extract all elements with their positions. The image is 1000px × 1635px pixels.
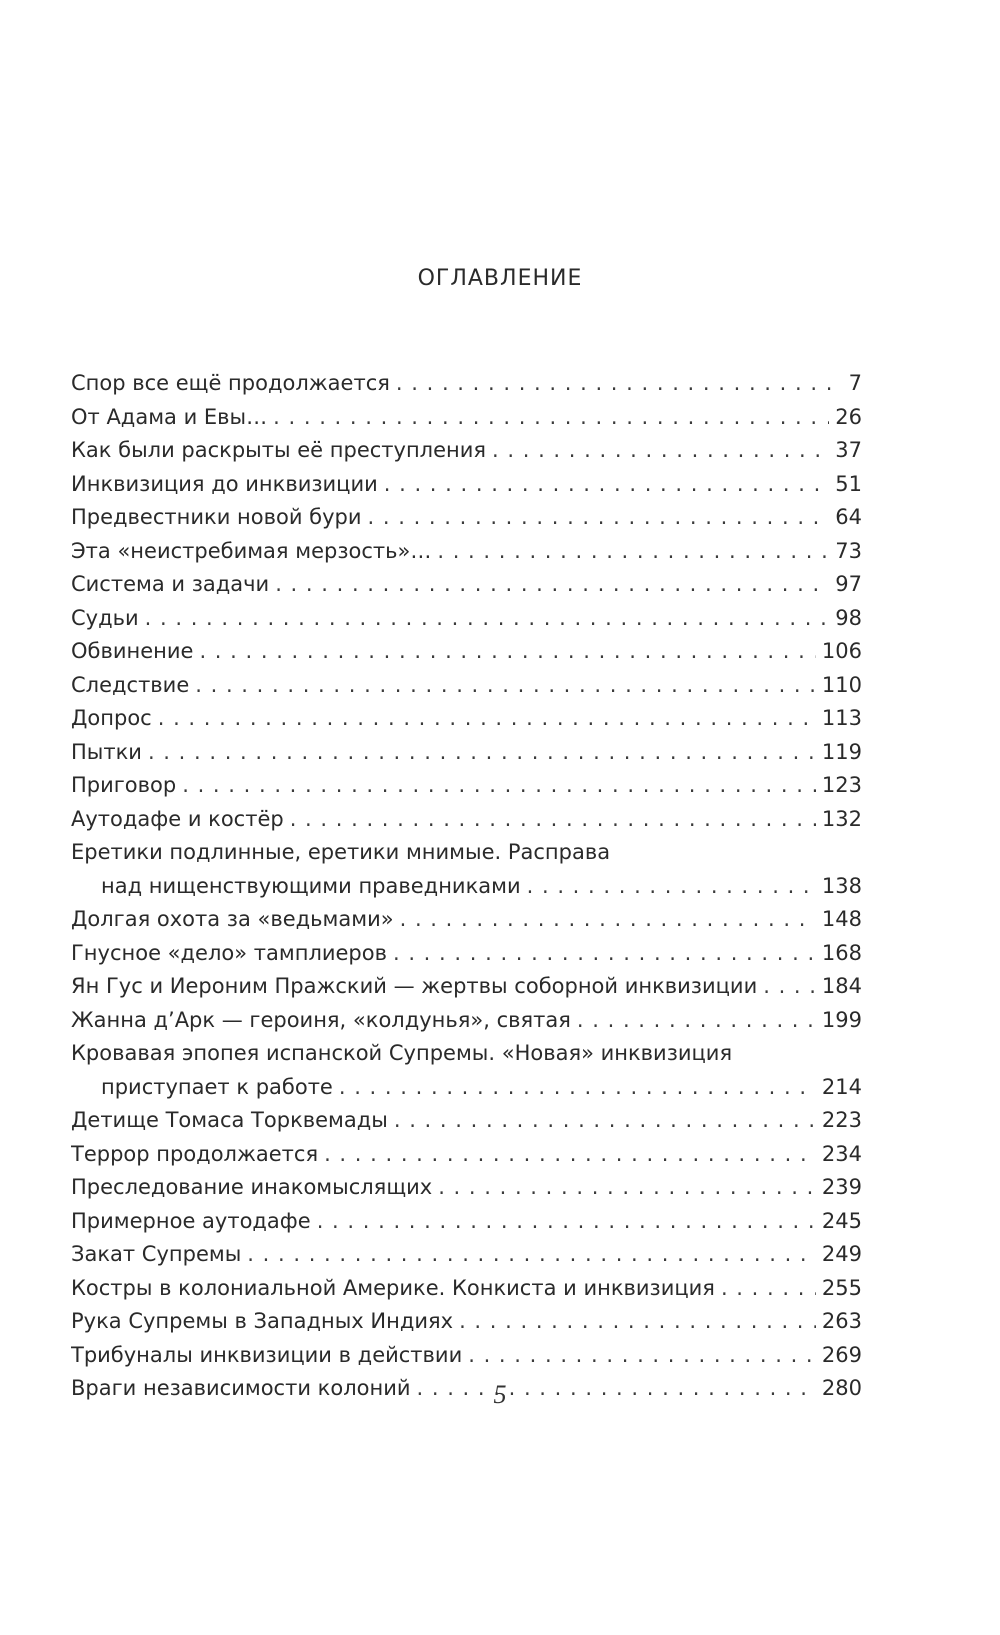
toc-entry-title: Гнусное «дело» тамплиеров [71,940,387,965]
toc-leader-dots [393,937,816,971]
toc-entry-title: Враги независимости колоний [71,1376,411,1400]
toc-entry-title: Допрос [71,706,152,730]
toc-entry-title: Еретики подлинные, еретики мнимые. Расправа [71,840,611,864]
toc-entry-page: 138 [821,873,862,898]
toc-leader-dots [396,367,843,401]
toc-leader-dots [148,736,816,770]
toc-entry-title: Эта «неистребимая мерзость»… [71,538,432,563]
toc-heading: ОГЛАВЛЕНИЕ [417,266,583,291]
toc-entry-title: Инквизиция до инквизиции [71,471,378,496]
toc-leader-dots [577,1004,816,1038]
toc-entry-page: 234 [821,1141,862,1166]
toc-leader-dots [384,468,830,502]
toc-leader-dots [275,568,829,602]
toc-entry-page: 37 [835,438,862,462]
toc-list [71,367,862,1406]
toc-entry-title: Преследование инакомыслящих [71,1175,433,1199]
toc-entry-page: 51 [835,471,862,496]
toc-entry [71,1339,862,1373]
toc-entry-page: 73 [835,538,862,563]
toc-entry-title: Судьи [71,605,139,630]
toc-entry-title: Приговор [71,773,177,797]
toc-entry-page: 263 [821,1309,862,1333]
toc-entry [71,501,862,535]
toc-leader-dots [438,1171,816,1205]
toc-entry-page: 184 [821,974,862,998]
toc-entry [71,803,862,837]
toc-entry [71,736,862,770]
toc-entry-title: Детище Томаса Торквемады [71,1108,388,1132]
toc-leader-dots [195,669,816,703]
toc-entry-page: 239 [821,1175,862,1199]
toc-entry [71,903,862,937]
toc-entry [71,1138,862,1172]
toc-entry [71,836,862,870]
toc-entry [71,635,862,669]
toc-entry-title: Обвинение [71,639,194,663]
toc-entry-title: Предвестники новой бури [71,505,362,529]
toc-entry [71,1004,862,1038]
toc-entry-page: 110 [821,672,862,697]
toc-entry [71,669,862,703]
toc-entry [71,937,862,971]
toc-entry [71,434,862,468]
toc-entry-title: Пытки [71,739,142,764]
toc-entry-title: Долгая охота за «ведьмами» [71,907,394,931]
toc-entry-page: 168 [821,940,862,965]
toc-entry-page: 223 [821,1108,862,1132]
toc-entry-page: 97 [835,572,862,596]
toc-leader-dots [492,434,829,468]
toc-entry-page: 26 [835,404,862,429]
toc-leader-dots [763,970,816,1004]
toc-entry [71,1305,862,1339]
toc-leader-dots [400,903,816,937]
toc-entry-title: Как были раскрыты её преступления [71,438,487,462]
toc-entry-title: приступает к работе [101,1074,333,1099]
toc-entry-title: Рука Супремы в Западных Индиях [71,1309,454,1333]
toc-leader-dots [459,1305,816,1339]
toc-leader-dots [145,602,830,636]
toc-leader-dots [339,1071,816,1105]
toc-entry [71,870,862,904]
toc-entry-page: 113 [821,706,862,730]
toc-leader-dots [721,1272,816,1306]
toc-leader-dots [158,702,816,736]
toc-entry [71,1238,862,1272]
toc-entry-title: Система и задачи [71,572,270,596]
toc-entry-page: 64 [835,505,862,529]
toc-leader-dots [437,535,829,569]
toc-entry-title: Террор продолжается [71,1141,319,1166]
toc-entry-page: 199 [821,1007,862,1032]
toc-entry-page: 119 [821,739,862,764]
toc-entry-page: 106 [821,639,862,663]
toc-leader-dots [199,635,815,669]
toc-entry-page: 148 [821,907,862,931]
toc-entry-title: Спор все ещё продолжается [71,371,390,395]
toc-entry-title: Следствие [71,672,190,697]
toc-entry-page: 132 [821,806,862,831]
toc-entry [71,1104,862,1138]
toc-entry-page: 269 [821,1342,862,1367]
toc-entry-title: над нищенствующими праведниками [101,873,521,898]
toc-entry [71,970,862,1004]
toc-entry-page: 214 [821,1074,862,1099]
toc-entry [71,769,862,803]
toc-entry-title: Ян Гус и Иероним Пражский — жертвы соборной инквизиции [71,974,758,998]
toc-entry [71,468,862,502]
toc-entry [71,1272,862,1306]
toc-entry-title: Кровавая эпопея испанской Супремы. «Новая» инквизиция [71,1041,733,1065]
toc-entry [71,1171,862,1205]
toc-entry-title: Закат Супремы [71,1242,242,1266]
toc-entry [71,1037,862,1071]
toc-entry-title: Трибуналы инквизиции в действии [71,1342,463,1367]
toc-leader-dots [324,1138,816,1172]
page-number: 5 [493,1380,507,1409]
toc-entry [71,535,862,569]
toc-entry [71,702,862,736]
toc-entry-page: 7 [848,371,862,395]
toc-entry-page: 245 [821,1208,862,1233]
toc-leader-dots [368,501,830,535]
toc-entry-page: 98 [835,605,862,630]
toc-entry [71,401,862,435]
toc-entry-page: 123 [821,773,862,797]
toc-entry-title: От Адама и Евы… [71,404,268,429]
toc-entry-title: Примерное аутодафе [71,1208,311,1233]
toc-entry [71,1205,862,1239]
toc-entry [71,602,862,636]
toc-leader-dots [273,401,829,435]
toc-entry [71,1071,862,1105]
toc-leader-dots [394,1104,816,1138]
toc-entry-title: Аутодафе и костёр [71,806,284,831]
toc-entry [71,367,862,401]
toc-entry-page: 255 [821,1275,862,1300]
toc-entry-page: 280 [821,1376,862,1400]
toc-leader-dots [468,1339,816,1373]
toc-entry [71,568,862,602]
toc-entry-title: Жанна д’Арк — героиня, «колдунья», святая [71,1007,571,1032]
toc-entry-title: Костры в колониальной Америке. Конкиста и инквизиция [71,1275,715,1300]
toc-leader-dots [247,1238,816,1272]
toc-entry-page: 249 [821,1242,862,1266]
toc-leader-dots [182,769,816,803]
toc-leader-dots [317,1205,816,1239]
toc-leader-dots [527,870,816,904]
toc-leader-dots [290,803,816,837]
